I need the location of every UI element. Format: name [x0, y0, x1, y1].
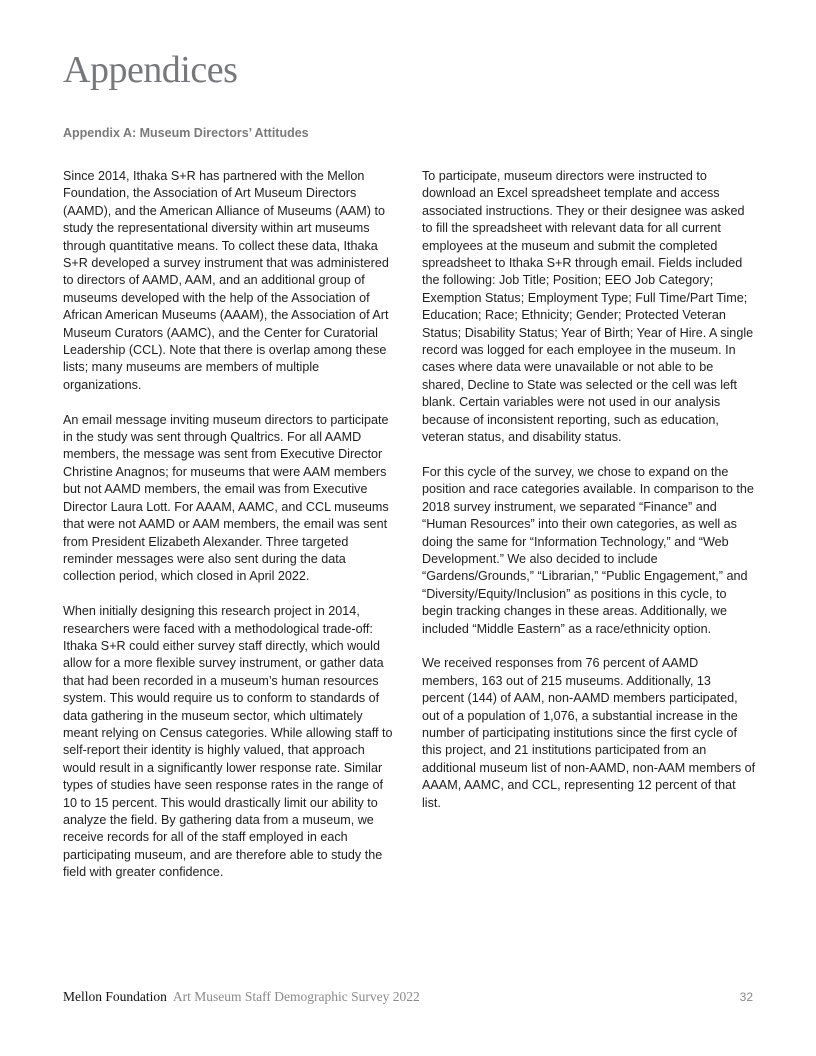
paragraph-categories: For this cycle of the survey, we chose to expand on the position and race categories available. In comparison to the 2018 survey instrument, we separated “Finance” and “Human Resources” into their own categories, as well as doing the same for “Information Technology,” and “Web Development.” We also decided to include “Gardens/Grounds,” “Librarian,” “Public Engagement,” and “Diversity/Equity/Inclusion” as positions in this cycle, to begin tracking changes in these areas. Additionally, we included “Middle Eastern” as a race/ethnicity option.	[422, 464, 754, 636]
paragraph-participation: To participate, museum directors were instructed to download an Excel spreadsheet template and access associated instructions. They or their designee was asked to fill the spreadsheet with relevant data for all current employees at the museum and submit the completed spreadsheet to Ithaka S+R through email. Fields included the following: Job Title; Position; EEO Job Category; Exemption Status; Employment Type; Full Time/Part Time; Education; Race; Ethnicity; Gender; Protected Veteran Status; Disability Status; Year of Birth; Year of Hire. A single record was logged for each employee in the museum. In cases where data were unavailable or not able to be shared, Decline to State was selected or the cell was left blank. Certain variables were not used in our analysis because of inconsistent reporting, such as education, veteran status, and disability status.	[422, 169, 754, 445]
page-number: 32	[739, 990, 753, 1004]
page-footer	[63, 989, 753, 1007]
left-column	[63, 168, 397, 899]
paragraph-partnership: Since 2014, Ithaka S+R has partnered with the Mellon Foundation, the Association of Art Museum Directors (AAMD), and the American Alliance of Museums (AAM) to study the representational diversity within art museums through quantitative means. To collect these data, Ithaka S+R developed a survey instrument that was administered to directors of AAMD, AAM, and an additional group of museums developed with the help of the Association of African American Museums (AAAM), the Association of Art Museum Curators (AAMC), and the Center for Curatorial Leadership (CCL). Note that there is overlap among these lists; many museums are members of multiple organizations.	[63, 169, 389, 392]
footer-publication: Art Museum Staff Demographic Survey 2022	[172, 989, 420, 1004]
footer-organization: Mellon Foundation	[63, 989, 167, 1004]
page-title: Appendices	[63, 49, 238, 91]
paragraph-responses: We received responses from 76 percent of AAMD members, 163 out of 215 museums. Additionally, 13 percent (144) of AAM, non-AAMD members participated, out of a population of 1,076, a substantial increase in the number of participating institutions since the first cycle of this project, and 21 institutions participated from an additional museum list of non-AAMD, non-AAM members of AAAM, AAMC, and CCL, representing 12 percent of that list.	[422, 656, 756, 810]
paragraph-methodology: When initially designing this research project in 2014, researchers were faced with a methodological trade-off: Ithaka S+R could either survey staff directly, which would allow for a more flexible survey instrument, or gather data that had been recorded in a museum’s human resources system. This would require us to conform to standards of data gathering in the museum sector, which ultimately meant relying on Census categories. While allowing staff to self-report their identity is highly valued, that approach would result in a significantly lower response rate. Similar types of studies have seen response rates in the range of 10 to 15 percent. This would drastically limit our ability to analyze the field. By gathering data from a museum, we receive records for all of the staff employed in each participating museum, and are therefore able to study the field with greater confidence.	[63, 604, 393, 880]
paragraph-email-invitation: An email message inviting museum directors to participate in the study was sent through Qualtrics. For all AAMD members, the message was sent from Executive Director Christine Anagnos; for museums that were AAM members but not AAMD members, the email was from Executive Director Laura Lott. For AAAM, AAMC, and CCL museums that were not AAMD or AAM members, the email was sent from President Elizabeth Alexander. Three targeted reminder messages were also sent during the data collection period, which closed in April 2022.	[63, 412, 389, 584]
section-heading: Appendix A: Museum Directors’ Attitudes	[63, 126, 309, 140]
right-column	[422, 168, 756, 829]
